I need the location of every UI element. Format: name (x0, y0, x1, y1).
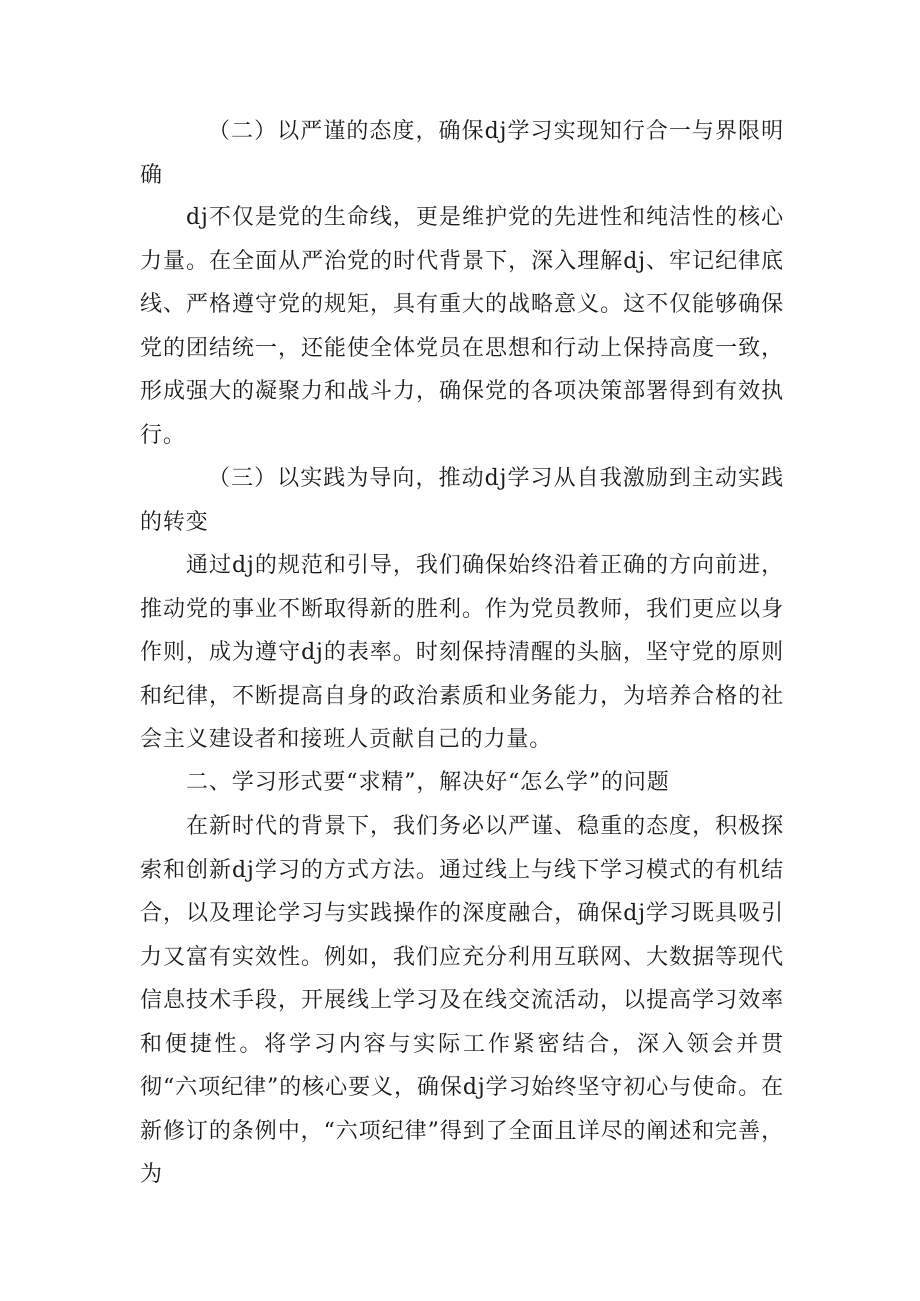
sub-heading-discipline-attitude: （二）以严谨的态度，确保dj学习实现知行合一与界限明确 (140, 119, 784, 188)
body-paragraph-discipline-core: dj不仅是党的生命线，更是维护党的先进性和纯洁性的核心力量。在全面从严治党的时代背景下，深入理解dj、牢记纪律底线、严格遵守党的规矩，具有重大的战略意义。这不仅能够确保党的团结统一，还能使全体党员在思想和行动上保持高度一致，形成强大的凝聚力和战斗力，确保党的各项决策部署得到有效执行。 (140, 205, 784, 448)
body-paragraph-teacher-role: 通过dj的规范和引导，我们确保始终沿着正确的方向前进，推动党的事业不断取得新的胜利。作为党员教师，我们更应以身作则，成为遵守dj的表率。时刻保持清醒的头脑，坚守党的原则和纪律，不断提高自身的政治素质和业务能力，为培养合格的社会主义建设者和接班人贡献自己的力量。 (140, 553, 784, 752)
section-heading-learning-form: 二、学习形式要“求精”，解决好“怎么学”的问题 (186, 770, 670, 795)
body-paragraph-learning-methods: 在新时代的背景下，我们务必以严谨、稳重的态度，积极探索和创新dj学习的方式方法。通过线上与线下学习模式的有机结合，以及理论学习与实践操作的深度融合，确保dj学习既具吸引力又富有实效性。例如，我们应充分利用互联网、大数据等现代信息技术手段，开展线上学习及在线交流活动，以提高学习效率和便捷性。将学习内容与实际工作紧密结合，深入领会并贯彻“六项纪律”的核心要义，确保dj学习始终坚守初心与使命。在新修订的条例中，“六项纪律”得到了全面且详尽的阐述和完善，为 (140, 814, 784, 1187)
sub-heading-practice-oriented: （三）以实践为导向，推动dj学习从自我激励到主动实践的转变 (140, 466, 784, 535)
